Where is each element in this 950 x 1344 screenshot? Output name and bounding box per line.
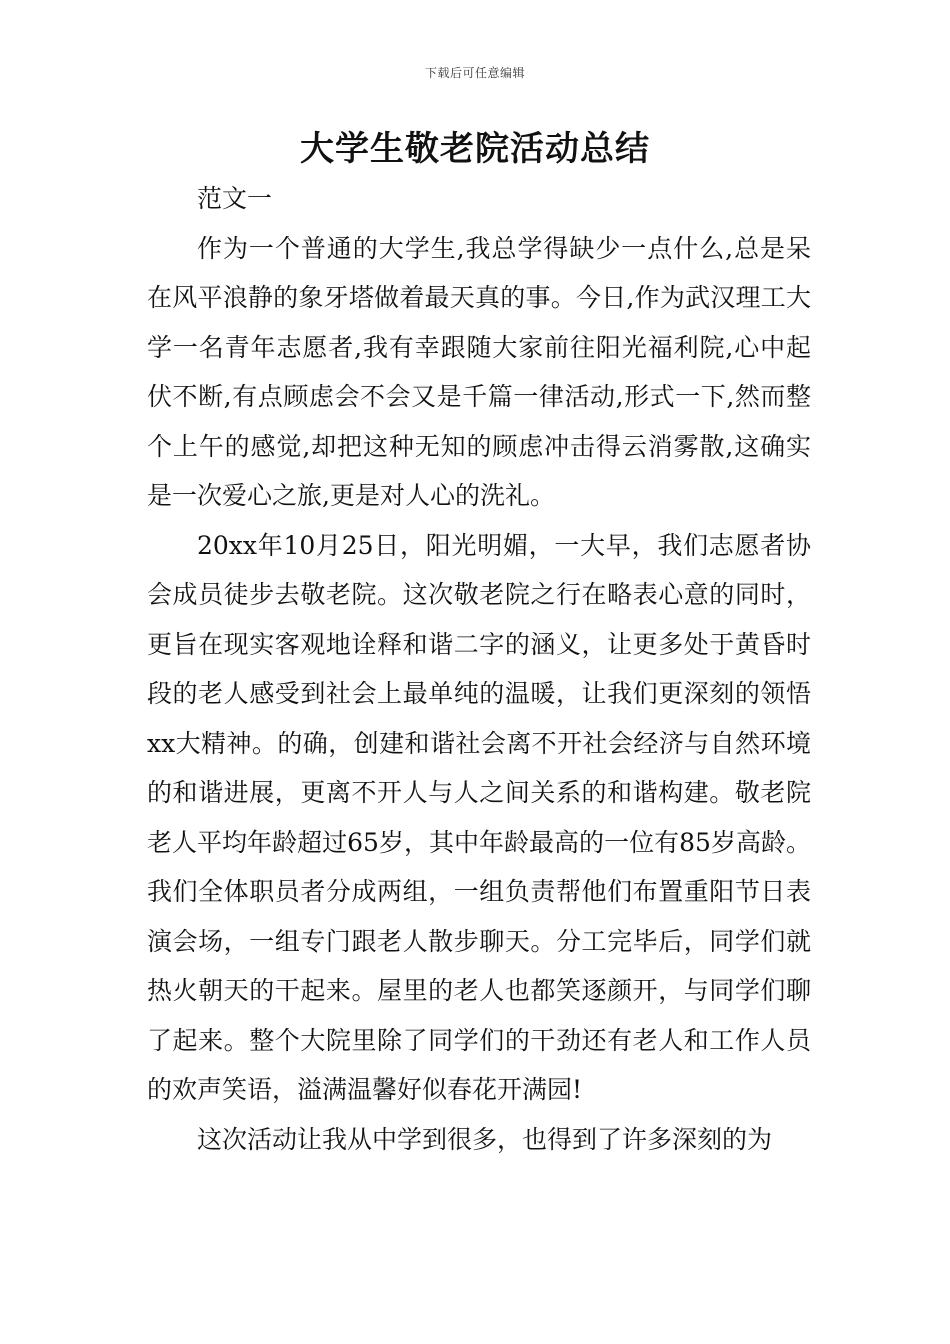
paragraph: 作为一个普通的大学生,我总学得缺少一点什么,总是呆在风平浪静的象牙塔做着最天真的事。今日,作为武汉理工大学一名青年志愿者,我有幸跟随大家前往阳光福利院,心中起伏不断,有点顾虑会不会又是千篇一律活动,形式一下,然而整个上午的感觉,却把这种无知的顾虑冲击得云消雾散,这确实是一次爱心之旅,更是对人心的洗礼。 bbox=[147, 233, 811, 510]
document-body bbox=[147, 174, 811, 1164]
paragraph: 这次活动让我从中学到很多，也得到了许多深刻的为 bbox=[197, 1124, 773, 1154]
paragraph: 20xx年10月25日，阳光明媚，一大早，我们志愿者协会成员徒步去敬老院。这次敬老院之行在略表心意的同时，更旨在现实客观地诠释和谐二字的涵义，让更多处于黄昏时段的老人感受到社会上最单纯的温暖，让我们更深刻的领悟xx大精神。的确，创建和谐社会离不开社会经济与自然环境的和谐进展，更离不开人与人之间关系的和谐构建。敬老院老人平均年龄超过65岁，其中年龄最高的一位有85岁高龄。我们全体职员者分成两组，一组负责帮他们布置重阳节日表演会场，一组专门跟老人散步聊天。分工完毕后，同学们就热火朝天的干起来。屋里的老人也都笑逐颜开，与同学们聊了起来。整个大院里除了同学们的干劲还有老人和工作人员的欢声笑语，溢满温馨好似春花开满园! bbox=[147, 530, 811, 1104]
page-title: 大学生敬老院活动总结 bbox=[300, 129, 650, 169]
document-subtitle: 范文一 bbox=[197, 184, 273, 213]
header-note: 下载后可任意编辑 bbox=[424, 66, 525, 80]
